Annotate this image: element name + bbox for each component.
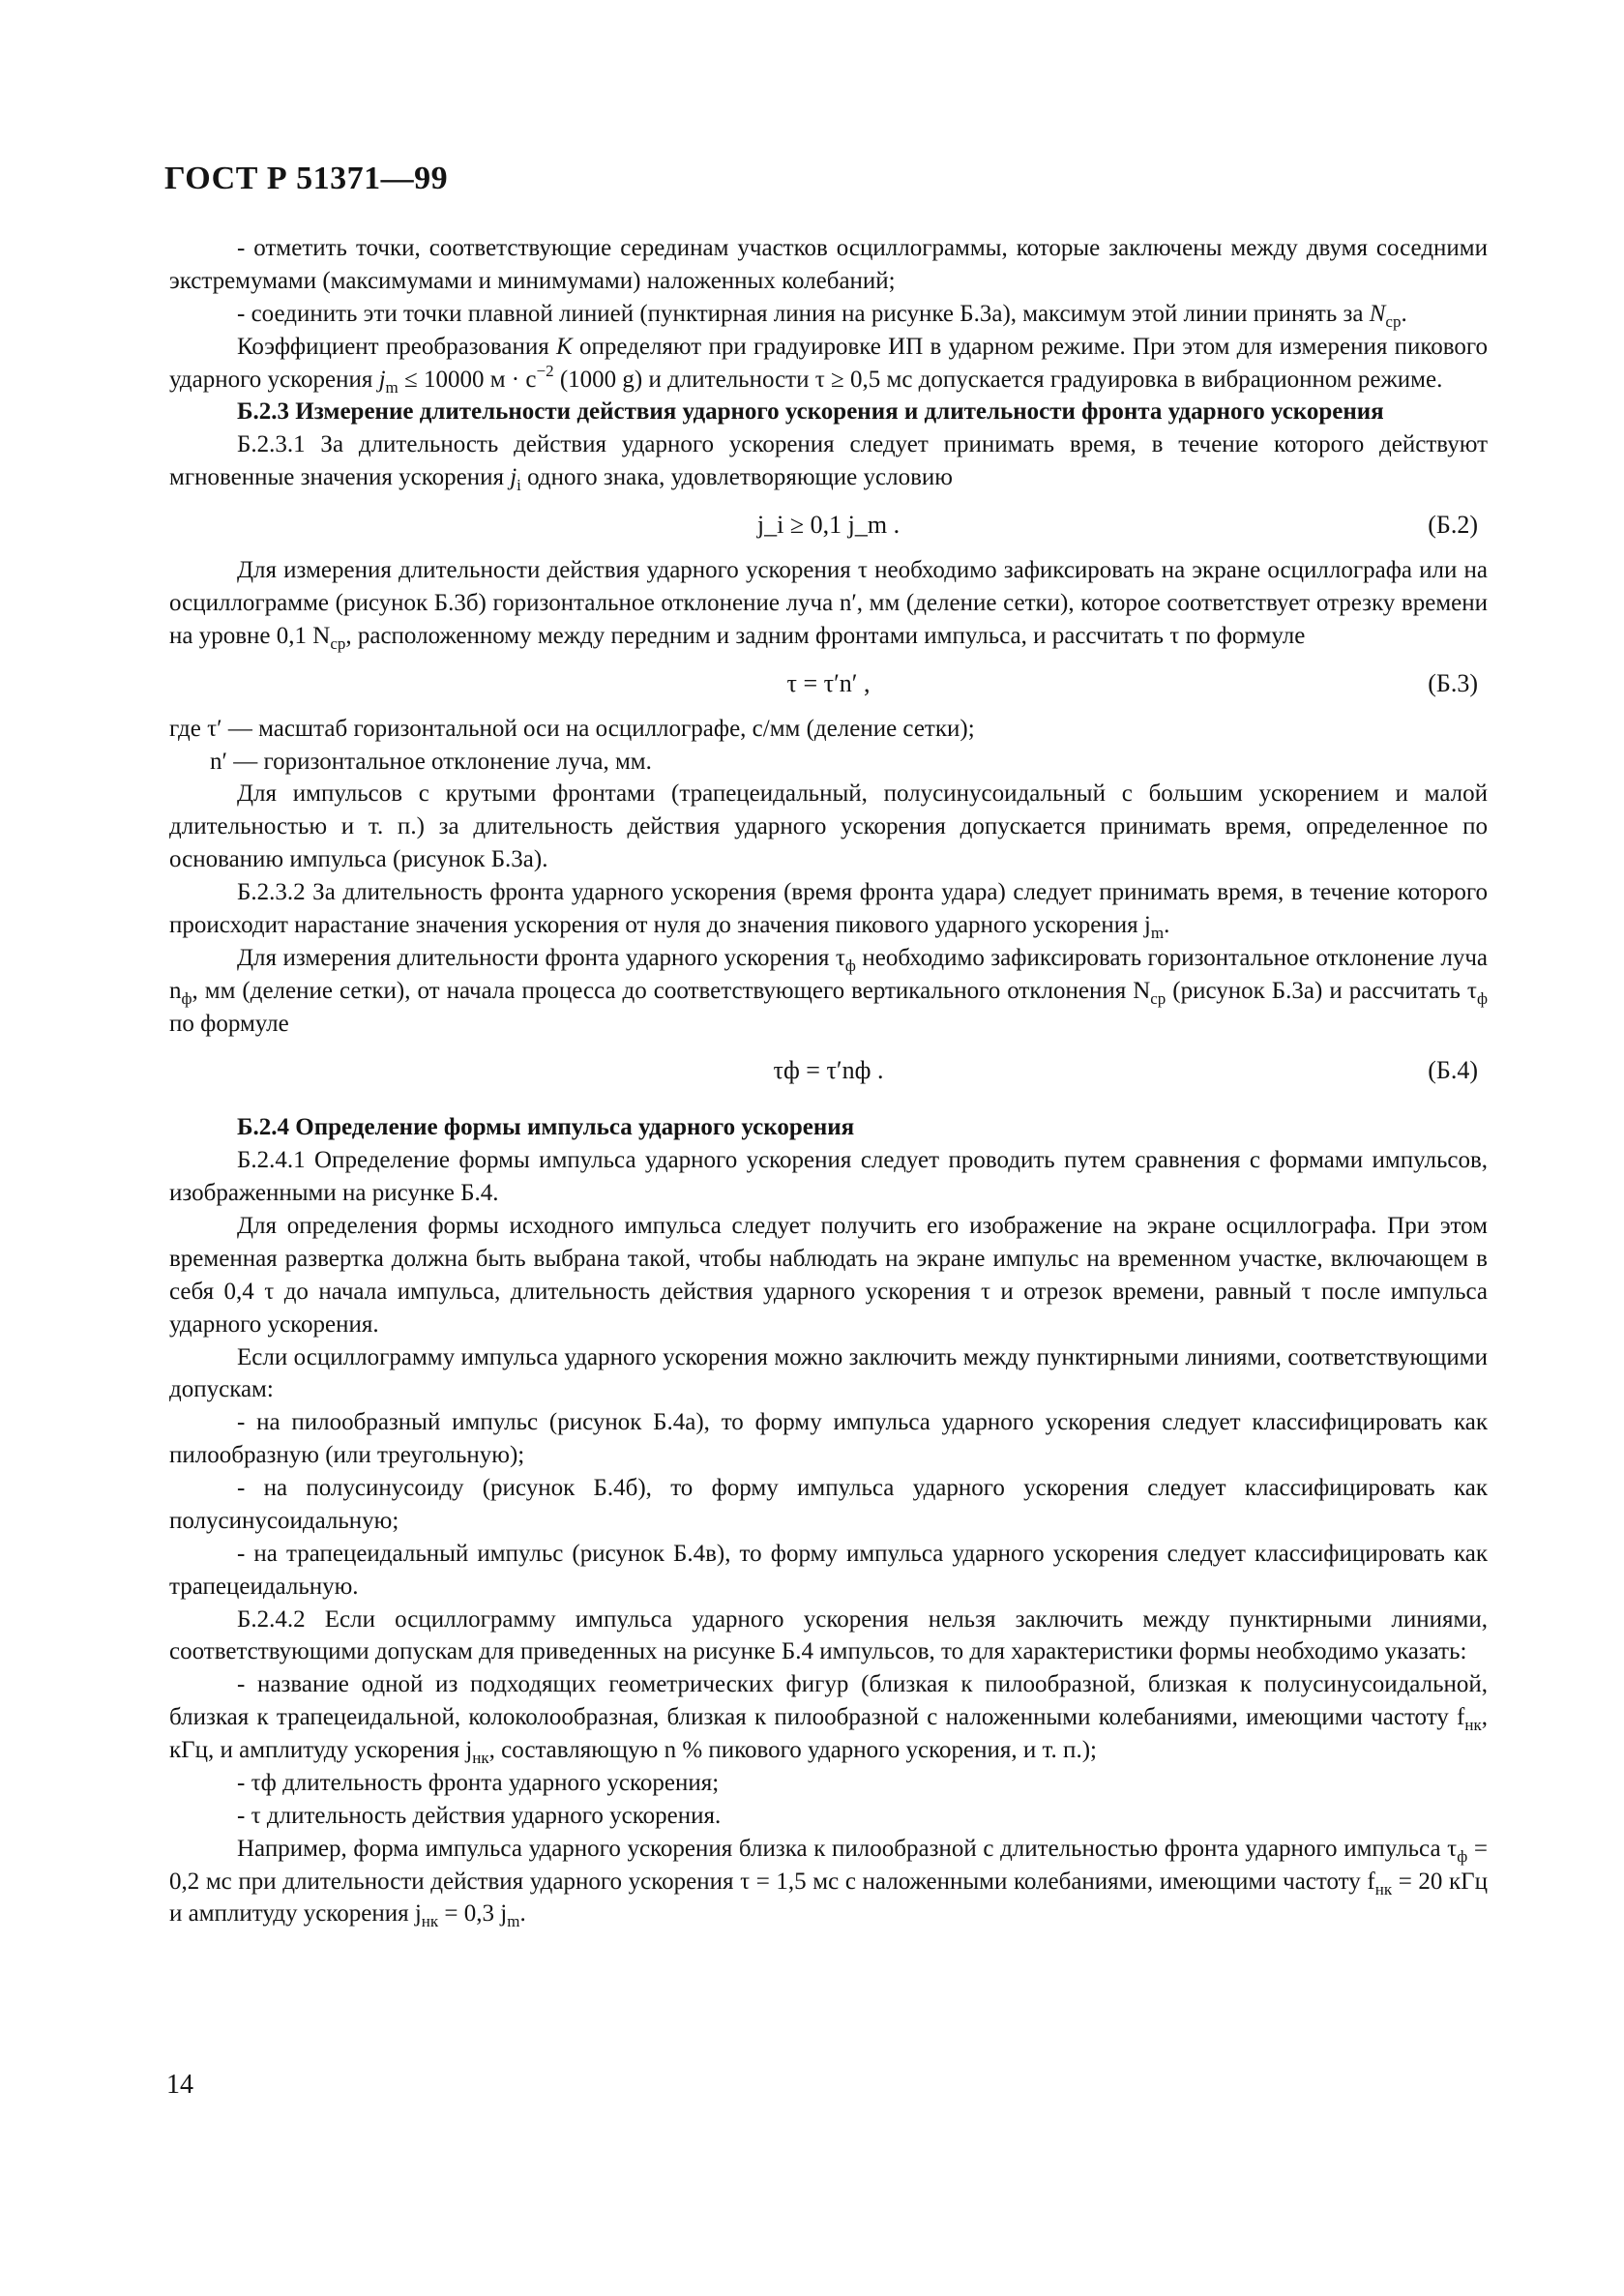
list-item: - τ длительность действия ударного ускорения. xyxy=(237,1802,722,1829)
where-line: где τ′ — масштаб горизонтальной оси на осциллографе, с/мм (деление сетки); xyxy=(169,715,975,742)
paragraph: Если осциллограмму импульса ударного ускорения можно заключить между пунктирными линиями, соответствующими допускам: xyxy=(169,1343,1488,1403)
list-item: - название одной из подходящих геометрических фигур (близкая к пилообразной, близкая к полусинусоидальной, близкая к трапецеидальной, колоколообразная, близкая к пилообразной с наложенными колебаниями, имеющими частоту $f_{нк}$, кГц, и амплитуду ускорения $j_{нк}$, составляющую n % пикового ударного ускорения, и т. п.); xyxy=(169,1671,1488,1767)
formula-expression: τ = τ′n′ , xyxy=(786,668,871,697)
formula-number: (Б.2) xyxy=(1428,511,1478,539)
section-heading: Б.2.4 Определение формы импульса ударного ускорения xyxy=(237,1114,855,1141)
paragraph: Для измерения длительности действия ударного ускорения τ необходимо зафиксировать на экране осциллографа или на осциллограмме (рисунок Б.3б) горизонтальное отклонение луча n′, мм (деление сетки), которое соответствует отрезку времени на уровне 0,1 $N_{ср}$, расположенному между передним и задним фронтами импульса, и рассчитать τ по формуле xyxy=(169,557,1488,653)
list-item: - на полусинусоиду (рисунок Б.4б), то форму импульса ударного ускорения следует классифицировать как полусинусоидальную; xyxy=(169,1475,1488,1534)
paragraph: - соединить эти точки плавной линией (пунктирная линия на рисунке Б.3а), максимум этой линии принять за $N_{ср}$. xyxy=(237,300,1407,331)
page-header-title: ГОСТ Р 51371—99 xyxy=(164,161,449,196)
paragraph: Например, форма импульса ударного ускорения близка к пилообразной с длительностью фронта ударного импульса $\tau_ф = 0,2$ мс при длительности действия ударного ускорения τ = 1,5 мс с наложенными колебаниями, имеющими частоту $f_{нк} = 20$ кГц и амплитуду ускорения $j_{нк} = 0,3$ $j_m$. xyxy=(169,1835,1489,1931)
formula-number: (Б.4) xyxy=(1428,1056,1478,1085)
formula-b2 xyxy=(169,494,1488,554)
paragraph: Для импульсов с крутыми фронтами (трапецеидальный, полусинусоидальный с большим ускорением и малой длительностью и т. п.) за длительность действия ударного ускорения допускается принимать время, определенное по основанию импульса (рисунок Б.3а). xyxy=(169,780,1488,873)
formula-b4 xyxy=(169,1040,1488,1100)
list-item: - на пилообразный импульс (рисунок Б.4а), то форму импульса ударного ускорения следует классифицировать как пилообразную (или треугольную); xyxy=(169,1409,1488,1469)
formula-expression: j_i ≥ 0,1 j_m . xyxy=(756,511,901,539)
paragraph: Коэффициент преобразования K определяют при градуировке ИП в ударном режиме. При этом для измерения пикового ударного ускорения $j_m \le 10000$ $м \cdot с^{-2}$ (1000 g) и длительности τ ≥ 0,5 мс допускается градуировка в вибрационном режиме. xyxy=(169,333,1488,397)
paragraph: Для определения формы исходного импульса следует получить его изображение на экране осциллографа. При этом временная развертка должна быть выбрана такой, чтобы наблюдать на экране импульс на временном участке, включающем в себя 0,4 τ до начала импульса, длительность действия ударного ускорения τ и отрезок времени, равный τ после импульса ударного ускорения. xyxy=(169,1213,1488,1338)
page-number: 14 xyxy=(166,2070,193,2100)
paragraph: Б.2.3.1 За длительность действия ударного ускорения следует принимать время, в течение которого действуют мгновенные значения ускорения $j_i$ одного знака, удовлетворяющие условию xyxy=(169,431,1488,495)
paragraph: - отметить точки, соответствующие серединам участков осциллограммы, которые заключены между двумя соседними экстремумами (максимумами и минимумами) наложенных колебаний; xyxy=(169,235,1488,294)
paragraph: Б.2.3.2 За длительность фронта ударного ускорения (время фронта удара) следует принимать время, в течение которого происходит нарастание значения ускорения от нуля до значения пикового ударного ускорения $j_m$. xyxy=(169,879,1488,942)
paragraph: Б.2.4.2 Если осциллограмму импульса ударного ускорения нельзя заключить между пунктирными линиями, соответствующими допускам для приведенных на рисунке Б.4 импульсов, то для характеристики формы необходимо указать: xyxy=(169,1605,1488,1665)
formula-expression: τф = τ′nф . xyxy=(773,1056,884,1085)
list-item: - τф длительность фронта ударного ускорения; xyxy=(237,1769,720,1796)
formula-number: (Б.3) xyxy=(1428,668,1478,697)
paragraph: Для измерения длительности фронта ударного ускорения $\tau_ф$ необходимо зафиксировать горизонтальное отклонение луча $n_ф$, мм (деление сетки), от начала процесса до соответствующего вертикального отклонения $N_{ср}$ (рисунок Б.3а) и рассчитать $\tau_ф$ по формуле xyxy=(169,944,1488,1037)
section-heading: Б.2.3 Измерение длительности действия ударного ускорения и длительности фронта ударного ускорения xyxy=(237,398,1384,426)
document-body xyxy=(169,232,1488,1930)
formula-b3 xyxy=(169,653,1488,713)
list-item: - на трапецеидальный импульс (рисунок Б.4в), то форму импульса ударного ускорения следует классифицировать как трапецеидальную. xyxy=(169,1540,1488,1600)
where-line: n′ — горизонтальное отклонение луча, мм. xyxy=(210,748,652,775)
paragraph: Б.2.4.1 Определение формы импульса ударного ускорения следует проводить путем сравнения с формами импульсов, изображенными на рисунке Б.4. xyxy=(169,1147,1488,1207)
